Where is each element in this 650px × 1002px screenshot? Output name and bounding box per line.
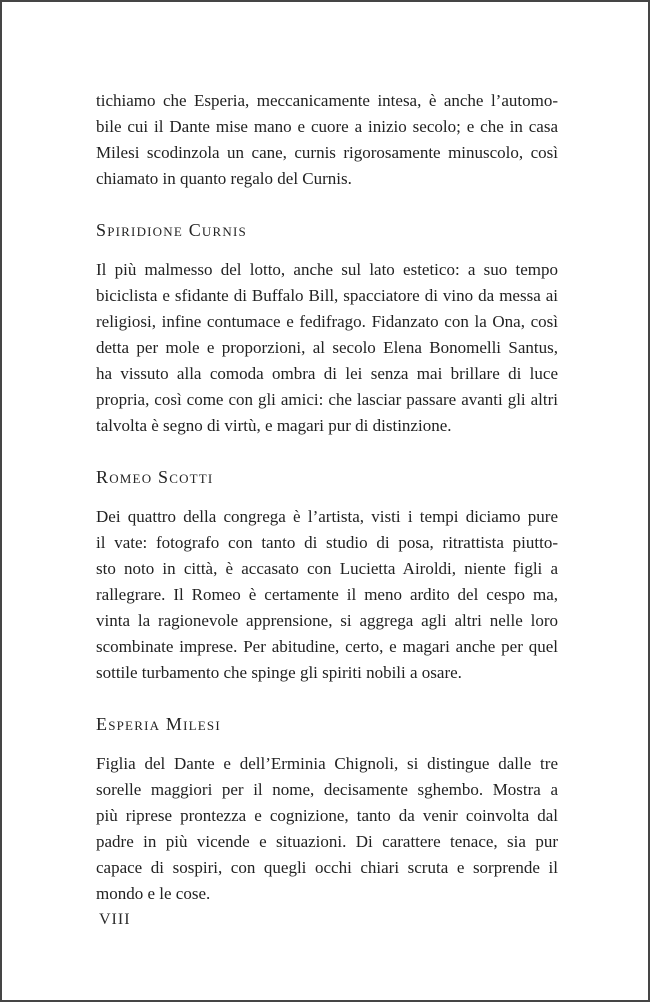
section-paragraph-romeo-scotti [96,504,558,686]
text-line: tichiamo che Esperia, meccanicamente intesa, è anche l’automo- [96,91,558,110]
text-line: padre in più vicende e situazioni. Di carattere tenace, sia pur [96,832,558,851]
text-line: talvolta è segno di virtù, e magari pur di distinzione. [96,416,452,435]
text-line: capace di sospiri, con quegli occhi chiari scruta e sorprende il [96,858,558,877]
text-line: sottile turbamento che spinge gli spiriti nobili a osare. [96,663,462,682]
text-line: Milesi scodinzola un cane, curnis rigorosamente minuscolo, così [96,143,558,162]
text-line: bile cui il Dante mise mano e cuore a inizio secolo; e che in casa [96,117,558,136]
text-line: vinta la ragionevole apprensione, si aggrega agli altri nelle loro [96,611,558,630]
section-paragraph-spiridione-curnis [96,257,558,439]
text-line: biciclista e sfidante di Buffalo Bill, spacciatore di vino da messa ai [96,286,558,305]
text-line: propria, così come con gli amici: che lasciar passare avanti gli altri [96,390,558,409]
text-line: il vate: fotografo con tanto di studio di posa, ritrattista piutto- [96,533,558,552]
text-line: Il più malmesso del lotto, anche sul lato estetico: a suo tempo [96,260,558,279]
text-line: chiamato in quanto regalo del Curnis. [96,169,352,188]
text-line: rallegrare. Il Romeo è certamente il meno ardito del cespo ma, [96,585,558,604]
intro-paragraph [96,88,558,192]
text-line: più riprese prontezza e cognizione, tanto da venir coinvolta dal [96,806,558,825]
text-line: ha vissuto alla comoda ombra di lei senza mai brillare di luce [96,364,558,383]
text-block [96,88,558,907]
section-heading-romeo-scotti: Romeo Scotti [96,467,214,487]
page-number: VIII [99,911,131,928]
text-line: mondo e le cose. [96,884,211,903]
text-line: sto noto in città, è accasato con Lucietta Airoldi, niente figli a [96,559,558,578]
text-line: Dei quattro della congrega è l’artista, visti i tempi diciamo pure [96,507,558,526]
text-line: religiosi, infine contumace e fedifrago. Fidanzato con la Ona, così [96,312,558,331]
text-line: detta per mole e proporzioni, al secolo Elena Bonomelli Santus, [96,338,558,357]
text-line: Figlia del Dante e dell’Erminia Chignoli, si distingue dalle tre [96,754,558,773]
text-line: sorelle maggiori per il nome, decisamente sghembo. Mostra a [96,780,558,799]
text-line: scombinate imprese. Per abitudine, certo, e magari anche per quel [96,637,558,656]
section-heading-spiridione-curnis: Spiridione Curnis [96,220,247,240]
section-heading-esperia-milesi: Esperia Milesi [96,714,221,734]
section-paragraph-esperia-milesi [96,751,558,907]
